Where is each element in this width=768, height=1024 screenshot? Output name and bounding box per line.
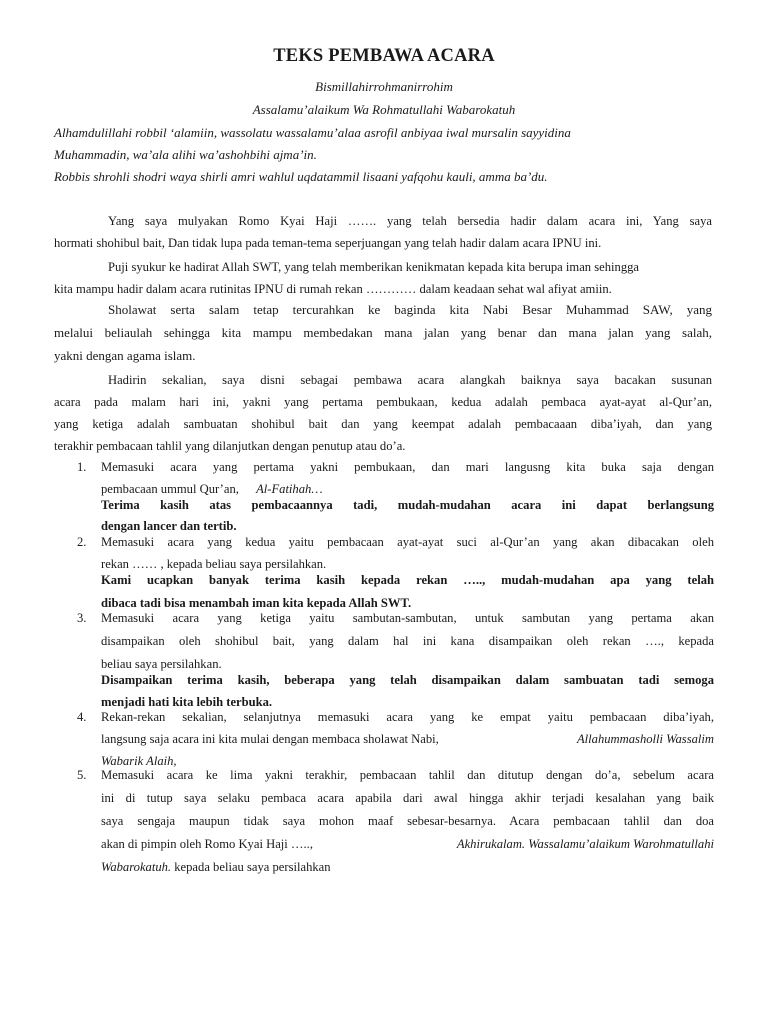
list-italic-text: Akhirukalam. Wassalamu’alaikum Warohmatullahi [456,837,714,851]
list-number: 4. [77,710,87,724]
closing-remark: dengan lancer dan tertib. [101,519,237,533]
paragraph-line: terakhir pembacaan tahlil yang dilanjutkan dengan penutup atau do’a. [54,439,406,453]
hamdalah-line-2: Muhammadin, wa’ala alihi wa’ashohbihi ajma’in. [54,147,317,162]
list-item [0,460,768,536]
paragraph-line: kita mampu hadir dalam acara rutinitas IPNU di rumah rekan ………… dalam keadaan sehat wal afiyat amiin. [54,282,612,296]
paragraph-line: Hadirin sekalian, saya disni sebagai pembawa acara alangkah baiknya saya bacakan susunan [108,373,712,387]
paragraph-gratitude [54,256,712,300]
list-number: 3. [77,611,87,625]
list-line [101,732,714,747]
list-italic-text: Wabarokatuh. [101,860,172,874]
list-item [0,768,768,878]
paragraph-line: Puji syukur ke hadirat Allah SWT, yang telah memberikan kenikmatan kepada kita berupa iman sehingga [108,260,639,274]
list-line: Rekan-rekan sekalian, selanjutnya memasuki acara yang ke empat yaitu pembacaan diba’iyah, [101,710,714,724]
closing-remark: menjadi hati kita lebih terbuka. [101,695,273,709]
list-text: kepada beliau saya persilahkan [174,860,331,874]
hamdalah-line-1: Alhamdulillahi robbil ‘alamiin, wassolatu wassalamu’alaa asrofil anbiyaa iwal mursalin sayyidina [54,125,571,140]
paragraph-line: yakni dengan agama islam. [54,348,196,363]
basmalah-line: Bismillahirrohmanirrohim [315,79,453,94]
list-line: Memasuki acara yang pertama yakni pembukaan, dan mari langusng kita buka saja dengan [101,460,714,474]
paragraph-line: acara pada malam hari ini, yakni yang pertama pembukaan, kedua adalah pembaca ayat-ayat al-Qur’an, [54,395,712,409]
list-italic-text: Allahummasholli Wassalim [576,732,714,746]
paragraph-sholawat [54,299,712,365]
closing-remark: dibaca tadi bisa menambah iman kita kepada Allah SWT. [101,596,412,610]
list-line: beliau saya persilahkan. [101,657,222,671]
paragraph-line: Sholawat serta salam tetap tercurahkan ke baginda kita Nabi Besar Muhammad SAW, yang [108,302,712,317]
robbis-line: Robbis shrohli shodri waya shirli amri wahlul uqdatammil lisaani yafqohu kauli, amma ba’du. [54,169,548,184]
list-line: ini di tutup saya selaku pembaca acara apabila dari awal hingga akhir terjadi kesalahan yang baik [101,791,714,805]
list-number: 1. [77,460,87,474]
list-line [101,860,714,875]
closing-remark: Kami ucapkan banyak terima kasih kepada rekan ….., mudah-mudahan apa yang telah [101,573,714,587]
list-line: Memasuki acara yang kedua yaitu pembacaan ayat-ayat suci al-Qur’an yang akan dibacakan oleh [101,535,714,549]
paragraph-agenda-intro [54,369,712,457]
list-italic-text: Al-Fatihah… [256,482,323,496]
list-item [0,710,768,776]
list-number: 5. [77,768,87,782]
list-text: langsung saja acara ini kita mulai dengan membaca sholawat Nabi, [101,732,439,746]
list-item [0,611,768,711]
list-item [0,535,768,615]
list-line: Memasuki acara yang ketiga yaitu sambutan-sambutan, untuk sambutan yang pertama akan [101,611,714,625]
page-title: TEKS PEMBAWA ACARA [273,46,495,66]
list-italic-text: Wabarik Alaih, [101,754,177,768]
salam-line: Assalamu’alaikum Wa Rohmatullahi Wabarokatuh [252,102,516,117]
list-line [101,837,714,852]
paragraph-greeting [54,210,712,254]
list-text: akan di pimpin oleh Romo Kyai Haji ….., [101,837,313,851]
paragraph-line: hormati shohibul bait, Dan tidak lupa pada teman-tema seperjuangan yang telah hadir dalam acara IPNU ini. [54,236,602,250]
paragraph-line: yang ketiga adalah sambuatan shohibul bait dan yang keempat adalah pembacaaan diba’iyah, dan yang [54,417,712,431]
list-line: disampaikan oleh shohibul bait, yang dalam hal ini kana disampaikan oleh rekan …., kepada [101,634,714,648]
list-line [101,482,714,497]
list-number: 2. [77,535,87,549]
closing-remark: Terima kasih atas pembacaannya tadi, mudah-mudahan acara ini dapat berlangsung [101,498,714,512]
closing-remark: Disampaikan terima kasih, beberapa yang telah disampaikan dalam sambuatan tadi semoga [101,673,714,687]
list-line: Memasuki acara ke lima yakni terakhir, pembacaan tahlil dan ditutup dengan do’a, sebelum acara [101,768,714,782]
paragraph-line: melalui beliaulah sehingga kita mampu membedakan mana jalan yang benar dan mana jalan yang salah, [54,325,712,340]
list-text: pembacaan ummul Qur’an, [101,482,239,496]
paragraph-line: Yang saya mulyakan Romo Kyai Haji ……. yang telah bersedia hadir dalam acara ini, Yang saya [108,214,712,228]
list-line: saya sengaja maupun tidak saya mohon maaf sebesar-besarnya. Acara pembacaan tahlil dan doa [101,814,714,828]
list-line: rekan …… , kepada beliau saya persilahkan. [101,557,327,571]
